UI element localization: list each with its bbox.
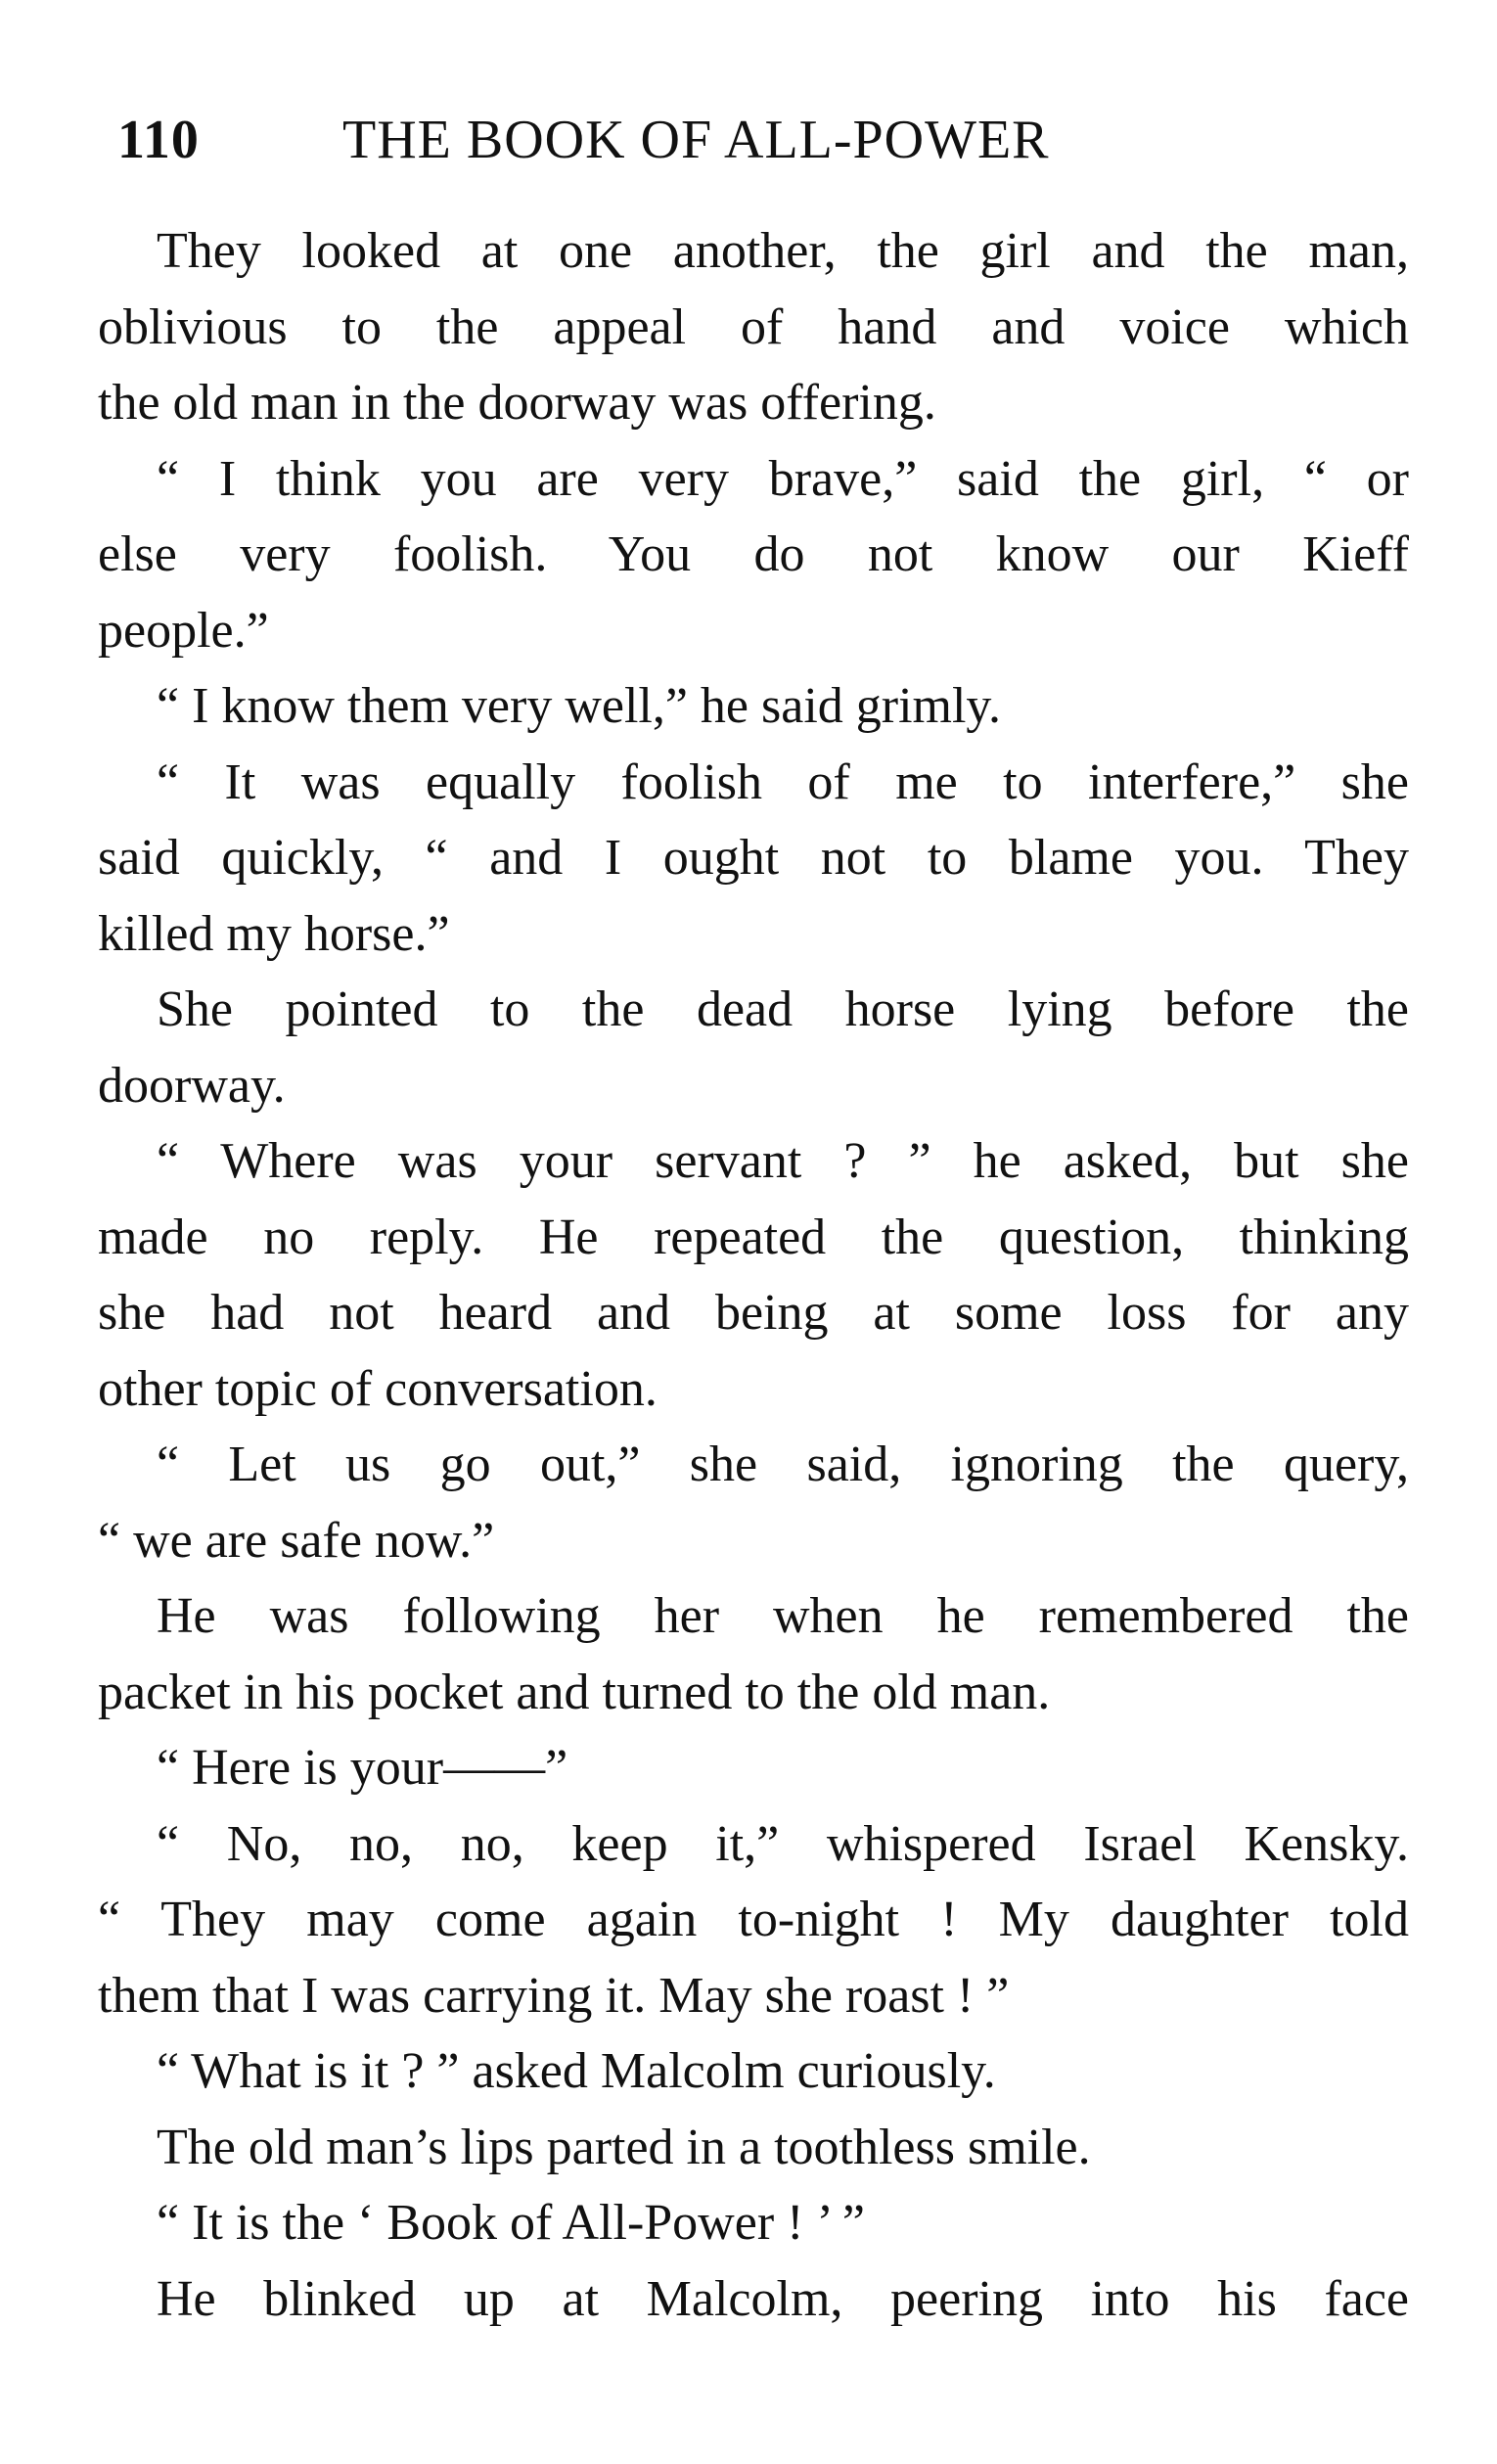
text-line: “ we are safe now.”	[98, 1512, 495, 1569]
text-line: “ Let us go out,” she said, ignoring the query,	[157, 1437, 1409, 1492]
text-line: “ Here is your——”	[157, 1740, 568, 1796]
text-line: “ What is it ? ” asked Malcolm curiously.	[157, 2043, 996, 2099]
text-line: else very foolish. You do not know our Kieff	[98, 526, 1409, 582]
text-line: doorway.	[98, 1057, 286, 1114]
text-line: “ I think you are very brave,” said the girl, “ or	[157, 450, 1409, 507]
text-line: The old man’s lips parted in a toothless smile.	[157, 2119, 1091, 2175]
body-text	[98, 213, 1409, 2337]
running-title: THE BOOK OF ALL-POWER	[342, 110, 1050, 170]
text-line: she had not heard and being at some loss for any	[98, 1285, 1409, 1341]
text-line: made no reply. He repeated the question, thinking	[98, 1209, 1409, 1265]
text-line: “ They may come again to-night ! My daughter told	[98, 1892, 1409, 1947]
text-line: He was following her when he remembered the	[157, 1588, 1409, 1644]
text-line: said quickly, “ and I ought not to blame you. They	[98, 830, 1409, 886]
text-line: They looked at one another, the girl and the man,	[157, 223, 1409, 279]
text-line: oblivious to the appeal of hand and voice which	[98, 298, 1409, 355]
text-line: people.”	[98, 602, 269, 659]
text-line: “ No, no, no, keep it,” whispered Israel Kensky.	[157, 1815, 1409, 1872]
text-line: “ I know them very well,” he said grimly.	[157, 678, 1002, 734]
text-line: “ It was equally foolish of me to interfere,” she	[157, 753, 1409, 810]
text-line: packet in his pocket and turned to the old man.	[98, 1664, 1051, 1720]
text-line: “ It is the ‘ Book of All-Power ! ’ ”	[157, 2195, 865, 2251]
text-line: “ Where was your servant ? ” he asked, but she	[157, 1133, 1409, 1189]
text-line: She pointed to the dead horse lying before the	[157, 981, 1409, 1037]
text-line: the old man in the doorway was offering.	[98, 375, 936, 431]
running-head	[117, 106, 1409, 174]
text-line: them that I was carrying it. May she roast ! ”	[98, 1967, 1010, 2024]
page-number: 110	[117, 110, 200, 170]
text-line: killed my horse.”	[98, 905, 450, 962]
text-line: He blinked up at Malcolm, peering into his face	[157, 2270, 1409, 2327]
text-line: other topic of conversation.	[98, 1360, 658, 1417]
